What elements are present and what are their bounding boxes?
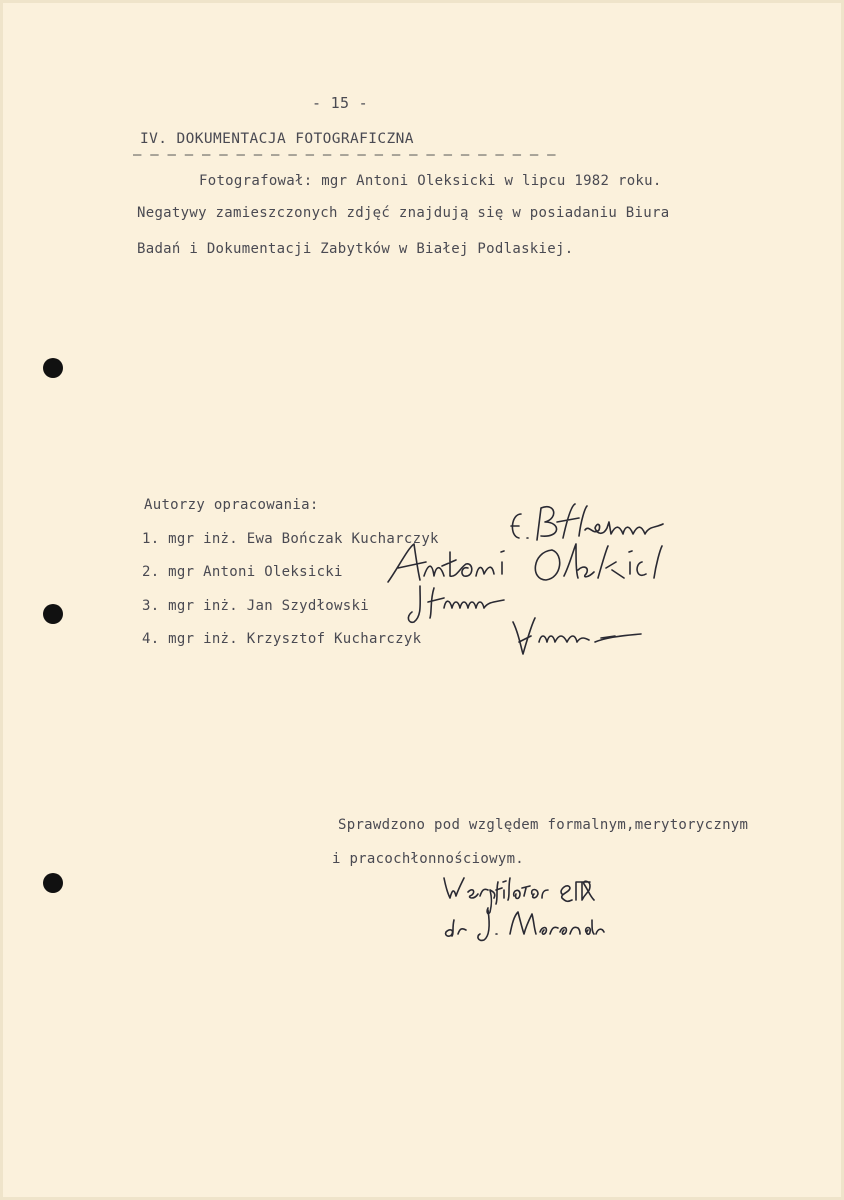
body-line: Fotografował: mgr Antoni Oleksicki w lipcu 1982 roku. [199,173,662,189]
author-item: 2. mgr Antoni Oleksicki [142,564,343,580]
signature-4 [505,612,655,658]
punch-hole [43,358,63,378]
verification-line: i pracochłonnościowym. [332,851,525,867]
signature-3 [400,578,520,628]
verification-line: Sprawdzono pod względem formalnym,merytorycznym [338,817,749,833]
body-line: Badań i Dokumentacji Zabytków w Białej Podlaskiej. [137,241,574,257]
author-item: 1. mgr inż. Ewa Bończak Kucharczyk [142,531,439,547]
punch-hole [43,873,63,893]
verifier-handwriting [440,872,620,944]
punch-hole [43,604,63,624]
heading-underline: – – – – – – – – – – – – – – – – – – – – – – – – – [133,147,556,163]
authors-heading: Autorzy opracowania: [144,497,319,513]
body-line: Negatywy zamieszczonych zdjęć znajdują się w posiadaniu Biura [137,205,670,221]
page-number: - 15 - [312,94,368,112]
author-item: 4. mgr inż. Krzysztof Kucharczyk [142,631,422,647]
section-heading: IV. DOKUMENTACJA FOTOGRAFICZNA [140,131,414,147]
author-item: 3. mgr inż. Jan Szydłowski [142,598,369,614]
